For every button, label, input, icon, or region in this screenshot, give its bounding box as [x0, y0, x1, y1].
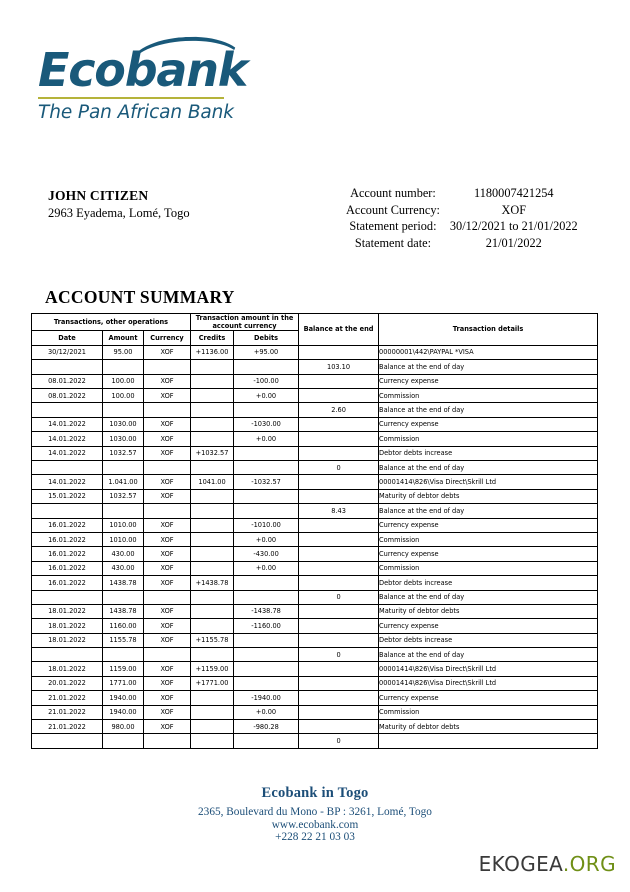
cell-details: Currency expense [379, 518, 598, 532]
header-debits: Debits [234, 331, 299, 345]
cell-balance [299, 662, 379, 676]
cell-currency [144, 460, 191, 474]
cell-amount [103, 360, 144, 374]
cell-amount: 1771.00 [103, 676, 144, 690]
cell-debits [234, 662, 299, 676]
cell-amount: 95.00 [103, 345, 144, 359]
cell-debits [234, 403, 299, 417]
cell-details: Commission [379, 432, 598, 446]
table-row [32, 360, 598, 374]
table-row [32, 389, 598, 403]
statement-period-row [346, 219, 578, 236]
cell-details: Balance at the end of day [379, 403, 598, 417]
cell-amount: 430.00 [103, 547, 144, 561]
cell-debits: +0.00 [234, 705, 299, 719]
cell-currency: XOF [144, 676, 191, 690]
table-row [32, 590, 598, 604]
logo-wordmark-text: Ecobank [38, 43, 248, 97]
cell-balance: 2.60 [299, 403, 379, 417]
cell-credits [191, 619, 234, 633]
account-number-value: 1180007421254 [474, 186, 554, 200]
cell-date: 18.01.2022 [32, 619, 103, 633]
cell-credits [191, 360, 234, 374]
account-currency-row [346, 203, 578, 220]
cell-details [379, 734, 598, 748]
table-row [32, 648, 598, 662]
cell-balance [299, 389, 379, 403]
cell-balance: 103.10 [299, 360, 379, 374]
cell-details: Currency expense [379, 417, 598, 431]
cell-credits [191, 460, 234, 474]
cell-credits [191, 590, 234, 604]
cell-date [32, 360, 103, 374]
cell-date [32, 648, 103, 662]
cell-amount: 1030.00 [103, 417, 144, 431]
footer-address: 2365, Boulevard du Mono - BP : 3261, Lomé, Togo [198, 806, 432, 818]
header-date: Date [32, 331, 103, 345]
cell-date [32, 460, 103, 474]
cell-amount: 1155.78 [103, 633, 144, 647]
cell-amount: 1438.78 [103, 604, 144, 618]
cell-currency: XOF [144, 705, 191, 719]
cell-currency: XOF [144, 446, 191, 460]
page-title: ACCOUNT SUMMARY [45, 287, 235, 307]
cell-debits [234, 734, 299, 748]
cell-debits [234, 489, 299, 503]
cell-credits [191, 432, 234, 446]
cell-details: Currency expense [379, 374, 598, 388]
cell-balance [299, 374, 379, 388]
cell-balance [299, 532, 379, 546]
table-row [32, 518, 598, 532]
cell-balance [299, 446, 379, 460]
cell-amount [103, 460, 144, 474]
cell-currency: XOF [144, 561, 191, 575]
footer-website[interactable]: www.ecobank.com [271, 818, 359, 831]
cell-details: Maturity of debtor debts [379, 489, 598, 503]
cell-balance [299, 633, 379, 647]
cell-currency: XOF [144, 432, 191, 446]
cell-credits [191, 734, 234, 748]
cell-currency: XOF [144, 489, 191, 503]
cell-currency: XOF [144, 662, 191, 676]
cell-date [32, 590, 103, 604]
table-row [32, 720, 598, 734]
cell-debits: -1030.00 [234, 417, 299, 431]
cell-date: 16.01.2022 [32, 576, 103, 590]
table-body [32, 345, 598, 748]
cell-details: Debtor debts increase [379, 633, 598, 647]
cell-details: Balance at the end of day [379, 460, 598, 474]
table-row [32, 532, 598, 546]
cell-debits [234, 633, 299, 647]
cell-amount: 980.00 [103, 720, 144, 734]
cell-currency [144, 590, 191, 604]
cell-balance [299, 432, 379, 446]
cell-currency: XOF [144, 389, 191, 403]
cell-currency [144, 403, 191, 417]
cell-credits [191, 417, 234, 431]
cell-balance [299, 417, 379, 431]
watermark-main: EKOGEA [478, 852, 563, 876]
cell-credits: +1136.00 [191, 345, 234, 359]
cell-currency [144, 734, 191, 748]
table-row [32, 374, 598, 388]
cell-date: 18.01.2022 [32, 662, 103, 676]
table-row [32, 676, 598, 690]
table-row [32, 446, 598, 460]
cell-debits: +0.00 [234, 532, 299, 546]
cell-currency [144, 360, 191, 374]
cell-balance [299, 489, 379, 503]
cell-debits [234, 504, 299, 518]
cell-credits [191, 489, 234, 503]
cell-balance [299, 705, 379, 719]
statement-period-label: Statement period: [349, 219, 437, 233]
cell-details: Currency expense [379, 619, 598, 633]
cell-balance [299, 345, 379, 359]
cell-amount: 100.00 [103, 374, 144, 388]
cell-details: Maturity of debtor debts [379, 720, 598, 734]
cell-credits [191, 374, 234, 388]
account-currency-label: Account Currency: [346, 202, 440, 217]
cell-details: 00001414\826\Visa Direct\Skrill Ltd [379, 475, 598, 489]
cell-balance [299, 676, 379, 690]
table-row [32, 691, 598, 705]
cell-credits: +1438.78 [191, 576, 234, 590]
cell-balance [299, 561, 379, 575]
cell-amount: 100.00 [103, 389, 144, 403]
statement-date-row [346, 236, 578, 253]
cell-amount: 1032.57 [103, 446, 144, 460]
cell-date: 16.01.2022 [32, 532, 103, 546]
cell-currency: XOF [144, 619, 191, 633]
cell-currency: XOF [144, 532, 191, 546]
cell-credits: +1032.57 [191, 446, 234, 460]
cell-details: Maturity of debtor debts [379, 604, 598, 618]
cell-currency: XOF [144, 518, 191, 532]
cell-balance [299, 475, 379, 489]
cell-date [32, 403, 103, 417]
cell-date: 08.01.2022 [32, 389, 103, 403]
cell-date [32, 504, 103, 518]
cell-amount [103, 403, 144, 417]
cell-details: Balance at the end of day [379, 504, 598, 518]
header-group-transactions: Transactions, other operations [32, 314, 191, 331]
cell-debits: -1032.57 [234, 475, 299, 489]
cell-credits [191, 691, 234, 705]
table-row [32, 576, 598, 590]
cell-credits [191, 648, 234, 662]
cell-date: 18.01.2022 [32, 604, 103, 618]
cell-debits: -1010.00 [234, 518, 299, 532]
cell-debits [234, 360, 299, 374]
cell-details: 00000001\442\PAYPAL *VISA [379, 345, 598, 359]
cell-currency: XOF [144, 691, 191, 705]
cell-date: 14.01.2022 [32, 432, 103, 446]
cell-credits [191, 504, 234, 518]
cell-debits: +0.00 [234, 389, 299, 403]
cell-credits: +1159.00 [191, 662, 234, 676]
cell-date: 16.01.2022 [32, 547, 103, 561]
cell-date: 14.01.2022 [32, 475, 103, 489]
cell-currency: XOF [144, 417, 191, 431]
cell-date: 16.01.2022 [32, 518, 103, 532]
table-row [32, 489, 598, 503]
bank-logo [38, 43, 248, 123]
cell-currency [144, 648, 191, 662]
cell-credits [191, 547, 234, 561]
cell-balance: 0 [299, 648, 379, 662]
cell-currency [144, 504, 191, 518]
cell-details: Commission [379, 561, 598, 575]
cell-currency: XOF [144, 604, 191, 618]
cell-details: Commission [379, 389, 598, 403]
cell-debits: -430.00 [234, 547, 299, 561]
cell-details: Commission [379, 532, 598, 546]
cell-debits [234, 648, 299, 662]
cell-debits: -980.28 [234, 720, 299, 734]
header-amount: Amount [103, 331, 144, 345]
cell-balance [299, 604, 379, 618]
statement-date-value: 21/01/2022 [485, 235, 542, 250]
cell-credits: +1155.78 [191, 633, 234, 647]
cell-currency: XOF [144, 547, 191, 561]
cell-amount: 1010.00 [103, 518, 144, 532]
cell-debits: -100.00 [234, 374, 299, 388]
account-currency-value: XOF [501, 202, 527, 217]
cell-date: 21.01.2022 [32, 691, 103, 705]
cell-credits: +1771.00 [191, 676, 234, 690]
cell-balance: 8.43 [299, 504, 379, 518]
header-group-amount: Transaction amount in the account currency [191, 314, 299, 331]
cell-balance [299, 691, 379, 705]
cell-details: Debtor debts increase [379, 576, 598, 590]
cell-date: 21.01.2022 [32, 720, 103, 734]
cell-credits [191, 561, 234, 575]
cell-balance [299, 576, 379, 590]
cell-details: Currency expense [379, 547, 598, 561]
watermark-tld: .ORG [562, 852, 616, 876]
logo-swoosh-icon [129, 34, 242, 70]
table-row [32, 734, 598, 748]
cell-date: 21.01.2022 [32, 705, 103, 719]
table-row [32, 504, 598, 518]
account-info-block [346, 186, 578, 252]
logo-divider [38, 97, 224, 99]
cell-date: 14.01.2022 [32, 446, 103, 460]
header-currency: Currency [144, 331, 191, 345]
cell-amount [103, 734, 144, 748]
logo-tagline: The Pan African Bank [38, 102, 234, 123]
header-credits: Credits [191, 331, 234, 345]
cell-debits: -1940.00 [234, 691, 299, 705]
cell-amount: 1438.78 [103, 576, 144, 590]
cell-amount: 1160.00 [103, 619, 144, 633]
table-header [32, 314, 598, 346]
table-row [32, 662, 598, 676]
cell-credits [191, 532, 234, 546]
table-row [32, 547, 598, 561]
cell-date: 15.01.2022 [32, 489, 103, 503]
cell-credits [191, 518, 234, 532]
cell-amount [103, 648, 144, 662]
cell-amount [103, 590, 144, 604]
cell-details: Commission [379, 705, 598, 719]
cell-details: Balance at the end of day [379, 360, 598, 374]
table-row [32, 705, 598, 719]
cell-currency: XOF [144, 576, 191, 590]
cell-amount: 1159.00 [103, 662, 144, 676]
cell-amount: 1940.00 [103, 691, 144, 705]
footer-title: Ecobank in Togo [261, 785, 369, 801]
cell-debits: +95.00 [234, 345, 299, 359]
cell-amount: 1940.00 [103, 705, 144, 719]
cell-details: 00001414\826\Visa Direct\Skrill Ltd [379, 662, 598, 676]
customer-block [48, 188, 190, 221]
cell-credits [191, 720, 234, 734]
cell-balance: 0 [299, 734, 379, 748]
cell-details: Debtor debts increase [379, 446, 598, 460]
table-row [32, 460, 598, 474]
cell-debits: +0.00 [234, 561, 299, 575]
cell-balance: 0 [299, 590, 379, 604]
cell-debits: -1160.00 [234, 619, 299, 633]
table-row [32, 604, 598, 618]
statement-table [31, 313, 598, 749]
cell-amount: 1.041.00 [103, 475, 144, 489]
cell-date [32, 734, 103, 748]
table-row [32, 417, 598, 431]
cell-date: 18.01.2022 [32, 633, 103, 647]
table-row [32, 403, 598, 417]
account-info-table [346, 186, 578, 252]
header-balance: Balance at the end [299, 314, 379, 346]
cell-details: Balance at the end of day [379, 648, 598, 662]
cell-credits [191, 705, 234, 719]
account-number-row [346, 186, 578, 203]
statement-date-label: Statement date: [354, 235, 432, 250]
table-row [32, 432, 598, 446]
cell-credits: 1041.00 [191, 475, 234, 489]
table-row [32, 633, 598, 647]
account-number-label: Account number: [350, 186, 436, 200]
logo-wordmark [38, 43, 248, 97]
cell-debits [234, 460, 299, 474]
table-header-group-row [32, 314, 598, 331]
customer-address: 2963 Eyadema, Lomé, Togo [48, 206, 190, 220]
table-row [32, 345, 598, 359]
cell-credits [191, 389, 234, 403]
cell-amount: 1032.57 [103, 489, 144, 503]
cell-date: 20.01.2022 [32, 676, 103, 690]
cell-credits [191, 403, 234, 417]
cell-debits [234, 576, 299, 590]
cell-details: Currency expense [379, 691, 598, 705]
cell-balance [299, 619, 379, 633]
cell-currency: XOF [144, 720, 191, 734]
cell-amount: 1030.00 [103, 432, 144, 446]
table-row [32, 619, 598, 633]
header-details: Transaction details [379, 314, 598, 346]
customer-name: JOHN CITIZEN [48, 188, 149, 203]
cell-balance [299, 518, 379, 532]
watermark [479, 852, 616, 876]
cell-date: 30/12/2021 [32, 345, 103, 359]
cell-debits [234, 676, 299, 690]
table-row [32, 475, 598, 489]
footer-phone: +228 22 21 03 03 [275, 831, 355, 843]
footer [0, 785, 630, 843]
cell-balance [299, 720, 379, 734]
cell-debits: +0.00 [234, 432, 299, 446]
cell-amount: 430.00 [103, 561, 144, 575]
cell-credits [191, 604, 234, 618]
cell-details: Balance at the end of day [379, 590, 598, 604]
cell-amount: 1010.00 [103, 532, 144, 546]
cell-balance [299, 547, 379, 561]
cell-date: 16.01.2022 [32, 561, 103, 575]
cell-currency: XOF [144, 633, 191, 647]
cell-currency: XOF [144, 475, 191, 489]
statement-period-value: 30/12/2021 to 21/01/2022 [449, 219, 578, 233]
cell-details: 00001414\826\Visa Direct\Skrill Ltd [379, 676, 598, 690]
cell-debits [234, 446, 299, 460]
cell-date: 08.01.2022 [32, 374, 103, 388]
cell-debits [234, 590, 299, 604]
cell-debits: -1438.78 [234, 604, 299, 618]
cell-amount [103, 504, 144, 518]
cell-date: 14.01.2022 [32, 417, 103, 431]
cell-balance: 0 [299, 460, 379, 474]
cell-currency: XOF [144, 374, 191, 388]
table-row [32, 561, 598, 575]
cell-currency: XOF [144, 345, 191, 359]
